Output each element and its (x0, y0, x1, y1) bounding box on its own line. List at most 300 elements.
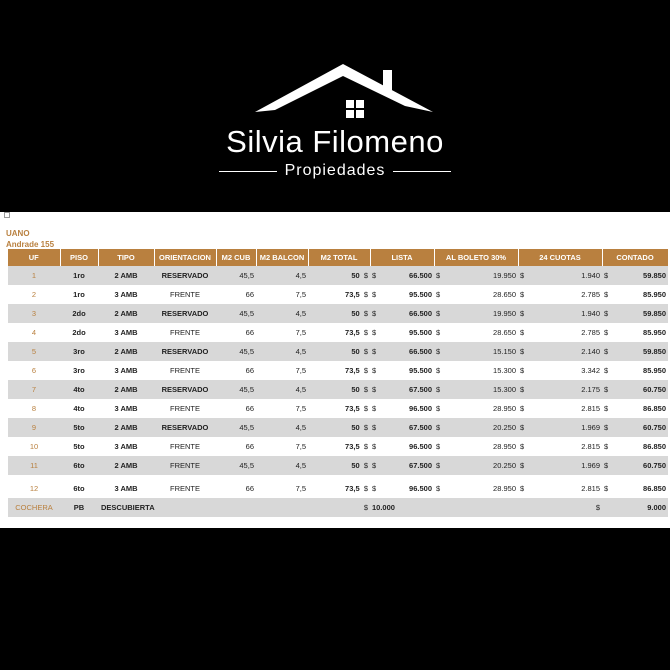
amount: 2.175 (581, 385, 600, 394)
column-header: LISTA (370, 249, 434, 266)
cell-contado (602, 479, 668, 498)
amount: 9.000 (647, 503, 666, 512)
table-row (8, 380, 668, 399)
cell-cuotas (518, 361, 602, 380)
amount: 67.500 (409, 423, 432, 432)
cell-contado (602, 342, 668, 361)
amount: 59.850 (643, 309, 666, 318)
currency-symbol: $ (372, 385, 377, 394)
cell-m2-total (308, 498, 370, 517)
currency-symbol: $ (372, 442, 377, 451)
cell-lista (370, 418, 434, 437)
amount: 15.150 (493, 347, 516, 356)
amount: 2.815 (581, 404, 600, 413)
cell-tipo: 3 AMB (114, 328, 138, 337)
price-table (8, 249, 669, 517)
cell-tipo: 3 AMB (114, 484, 138, 493)
cell-m2-cub: 66 (245, 404, 254, 413)
cell-cuotas (518, 456, 602, 475)
cell-contado (602, 498, 668, 517)
amount: 73,5 (345, 366, 360, 375)
cell-m2-balcon: 4,5 (256, 418, 308, 437)
cell-uf: 2 (31, 290, 37, 299)
currency-symbol: $ (372, 366, 377, 375)
cell-m2-cub: 45,5 (216, 418, 256, 437)
currency-symbol: $ (363, 484, 368, 493)
amount: 28.650 (493, 328, 516, 337)
currency-symbol: $ (520, 423, 525, 432)
cell-piso: 1ro (60, 266, 98, 285)
cell-m2-total (308, 456, 370, 475)
currency-symbol: $ (363, 404, 368, 413)
cell-m2-total (308, 304, 370, 323)
currency-symbol: $ (436, 423, 441, 432)
amount: 73,5 (345, 328, 360, 337)
cell-boleto (434, 304, 518, 323)
cell-boleto (434, 342, 518, 361)
cell-piso: 2do (72, 328, 86, 337)
amount: 73,5 (345, 442, 360, 451)
cell-contado (602, 285, 668, 304)
amount: 50 (351, 385, 360, 394)
amount: 1.969 (581, 461, 600, 470)
currency-symbol: $ (520, 404, 525, 413)
table-row (8, 323, 668, 342)
cell-m2-cub: 45,5 (216, 304, 256, 323)
cell-lista (370, 437, 434, 456)
cell-cuotas (518, 479, 602, 498)
cell-m2-cub: 45,5 (216, 456, 256, 475)
cell-orientacion: FRENTE (170, 442, 200, 451)
currency-symbol: $ (372, 404, 377, 413)
divider (393, 171, 451, 172)
currency-symbol: $ (363, 347, 368, 356)
cell-piso: 3ro (73, 366, 85, 375)
currency-symbol: $ (372, 309, 377, 318)
amount: 96.500 (409, 442, 432, 451)
amount: 85.950 (643, 366, 666, 375)
currency-symbol: $ (604, 366, 609, 375)
cell-lista (370, 361, 434, 380)
currency-symbol: $ (520, 484, 525, 493)
cell-cuotas (518, 323, 602, 342)
cell-tipo: 2 AMB (98, 266, 154, 285)
cell-tipo: 2 AMB (98, 456, 154, 475)
cell-uf: 6 (31, 366, 37, 375)
cell-boleto (434, 323, 518, 342)
currency-symbol: $ (372, 290, 377, 299)
cell-m2-balcon: 4,5 (256, 380, 308, 399)
cell-contado (602, 437, 668, 456)
cell-boleto (434, 266, 518, 285)
column-header: M2 CUB (216, 249, 256, 266)
cell-m2-cub: 66 (245, 442, 254, 451)
cell-tipo: 2 AMB (98, 418, 154, 437)
cell-m2-cub: 66 (245, 328, 254, 337)
cell-m2-cub: 66 (245, 290, 254, 299)
currency-symbol: $ (436, 461, 441, 470)
currency-symbol: $ (604, 271, 609, 280)
cell-piso: 3ro (60, 342, 98, 361)
currency-symbol: $ (604, 423, 609, 432)
cell-orientacion: RESERVADO (154, 342, 216, 361)
cell-piso: 5to (73, 442, 85, 451)
cell-m2-cub: 45,5 (216, 266, 256, 285)
cell-tipo: 3 AMB (114, 290, 138, 299)
amount: 86.850 (643, 484, 666, 493)
divider (219, 171, 277, 172)
table-row (8, 479, 668, 498)
currency-symbol: $ (520, 461, 525, 470)
amount: 96.500 (409, 484, 432, 493)
cell-piso: 6to (60, 456, 98, 475)
cell-m2-balcon: 7,5 (295, 442, 306, 451)
currency-symbol: $ (372, 347, 377, 356)
cell-lista (370, 380, 434, 399)
cell-m2-total (308, 342, 370, 361)
cell-boleto (434, 437, 518, 456)
currency-symbol: $ (363, 385, 368, 394)
cell-uf: 12 (29, 484, 39, 493)
amount: 59.850 (643, 347, 666, 356)
cell-orientacion: FRENTE (170, 328, 200, 337)
currency-symbol: $ (604, 461, 609, 470)
currency-symbol: $ (604, 347, 609, 356)
cell-m2-total (308, 266, 370, 285)
currency-symbol: $ (520, 366, 525, 375)
currency-symbol: $ (604, 484, 609, 493)
cell-piso: 4to (60, 380, 98, 399)
cell-lista (370, 304, 434, 323)
currency-symbol: $ (436, 290, 441, 299)
cell-m2-cub: 45,5 (216, 380, 256, 399)
currency-symbol: $ (436, 385, 441, 394)
currency-symbol: $ (436, 347, 441, 356)
cell-piso: 2do (60, 304, 98, 323)
amount: 60.750 (643, 385, 666, 394)
cell-m2-balcon: 4,5 (256, 456, 308, 475)
column-header: TIPO (98, 249, 154, 266)
cell-m2-total (308, 380, 370, 399)
table-row-cochera (8, 498, 668, 517)
currency-symbol: $ (595, 503, 600, 512)
table-header-row (8, 249, 668, 266)
cell-orientacion: RESERVADO (154, 304, 216, 323)
amount: 10.000 (372, 503, 395, 512)
currency-symbol: $ (372, 423, 377, 432)
cell-tipo: DESCUBIERTA (98, 498, 216, 517)
amount: 60.750 (643, 423, 666, 432)
column-header: PISO (60, 249, 98, 266)
cell-tipo: 3 AMB (114, 442, 138, 451)
table-row (8, 456, 668, 475)
amount: 60.750 (643, 461, 666, 470)
amount: 19.950 (493, 271, 516, 280)
table-row (8, 285, 668, 304)
cell-uf: 3 (8, 304, 60, 323)
cell-cuotas (518, 399, 602, 418)
cell-boleto (434, 380, 518, 399)
cell-cuotas (518, 498, 602, 517)
amount: 28.950 (493, 484, 516, 493)
column-header: M2 TOTAL (308, 249, 370, 266)
currency-symbol: $ (372, 461, 377, 470)
cell-m2-total (308, 361, 370, 380)
amount: 1.940 (581, 271, 600, 280)
cell-cuotas (518, 304, 602, 323)
table-row (8, 437, 668, 456)
currency-symbol: $ (363, 461, 368, 470)
currency-symbol: $ (363, 366, 368, 375)
brand-name: Silvia Filomeno (226, 124, 444, 159)
amount: 20.250 (493, 423, 516, 432)
cell-m2-balcon: 7,5 (295, 366, 306, 375)
amount: 1.940 (581, 309, 600, 318)
cell-m2-total (308, 323, 370, 342)
currency-symbol: $ (436, 404, 441, 413)
amount: 95.500 (409, 290, 432, 299)
cell-tipo: 3 AMB (114, 404, 138, 413)
amount: 73,5 (345, 484, 360, 493)
currency-symbol: $ (363, 290, 368, 299)
cell-uf: 4 (31, 328, 37, 337)
currency-symbol: $ (372, 328, 377, 337)
amount: 86.850 (643, 442, 666, 451)
cell-tipo: 2 AMB (98, 380, 154, 399)
amount: 28.950 (493, 404, 516, 413)
cell-piso: 5to (60, 418, 98, 437)
table-row (8, 418, 668, 437)
amount: 19.950 (493, 309, 516, 318)
amount: 85.950 (643, 328, 666, 337)
currency-symbol: $ (604, 328, 609, 337)
amount: 73,5 (345, 404, 360, 413)
cell-uf: COCHERA (8, 498, 60, 517)
cell-m2-total (308, 399, 370, 418)
table-row (8, 399, 668, 418)
cell-cuotas (518, 266, 602, 285)
amount: 15.300 (493, 366, 516, 375)
cell-orientacion: FRENTE (170, 484, 200, 493)
cell-boleto (434, 399, 518, 418)
amount: 50 (351, 271, 360, 280)
cell-lista (370, 285, 434, 304)
cell-boleto (434, 361, 518, 380)
sheet-header-line1: UANO (6, 229, 30, 238)
amount: 2.785 (581, 290, 600, 299)
cell-cuotas (518, 418, 602, 437)
amount: 50 (351, 347, 360, 356)
cell-cuotas (518, 285, 602, 304)
brand-subtitle: Propiedades (284, 162, 386, 179)
cell-cuotas (518, 437, 602, 456)
currency-symbol: $ (436, 309, 441, 318)
cell-orientacion: FRENTE (154, 456, 216, 475)
currency-symbol: $ (520, 442, 525, 451)
amount: 3.342 (581, 366, 600, 375)
cell-boleto (434, 456, 518, 475)
amount: 15.300 (493, 385, 516, 394)
amount: 28.950 (493, 442, 516, 451)
sheet-header-address: Andrade 155 (6, 240, 55, 249)
amount: 67.500 (409, 385, 432, 394)
cell-lista (370, 498, 434, 517)
cell-uf: 7 (8, 380, 60, 399)
cell-lista (370, 266, 434, 285)
currency-symbol: $ (436, 366, 441, 375)
cell-lista (370, 323, 434, 342)
column-header: AL BOLETO 30% (434, 249, 518, 266)
currency-symbol: $ (436, 442, 441, 451)
amount: 73,5 (345, 290, 360, 299)
amount: 50 (351, 309, 360, 318)
amount: 66.500 (409, 309, 432, 318)
cell-m2-balcon: 7,5 (295, 290, 306, 299)
amount: 66.500 (409, 347, 432, 356)
cell-orientacion: RESERVADO (154, 266, 216, 285)
cell-m2-balcon: 7,5 (295, 484, 306, 493)
brand-subtitle-row (0, 160, 670, 182)
cell-tipo: 2 AMB (98, 304, 154, 323)
currency-symbol: $ (436, 328, 441, 337)
amount: 86.850 (643, 404, 666, 413)
amount: 2.140 (581, 347, 600, 356)
amount: 66.500 (409, 271, 432, 280)
cell-m2-total (308, 285, 370, 304)
cell-piso: PB (60, 498, 98, 517)
cell-m2-cub: 45,5 (216, 342, 256, 361)
cell-orientacion: FRENTE (170, 404, 200, 413)
cell-piso: 4to (73, 404, 85, 413)
table-row (8, 342, 668, 361)
currency-symbol: $ (363, 423, 368, 432)
amount: 20.250 (493, 461, 516, 470)
cell-orientacion: RESERVADO (154, 418, 216, 437)
cell-contado (602, 304, 668, 323)
house-roof-window-icon (255, 62, 435, 122)
cell-lista (370, 399, 434, 418)
amount: 67.500 (409, 461, 432, 470)
currency-symbol: $ (520, 385, 525, 394)
cell-contado (602, 418, 668, 437)
cell-uf: 10 (29, 442, 39, 451)
amount: 2.815 (581, 484, 600, 493)
cell-m2-balcon: 7,5 (295, 404, 306, 413)
cell-boleto (434, 479, 518, 498)
currency-symbol: $ (520, 347, 525, 356)
table-row (8, 304, 668, 323)
cell-contado (602, 399, 668, 418)
amount: 2.785 (581, 328, 600, 337)
cell-contado (602, 361, 668, 380)
cell-orientacion: RESERVADO (154, 380, 216, 399)
amount: 59.850 (643, 271, 666, 280)
amount: 28.650 (493, 290, 516, 299)
currency-symbol: $ (363, 503, 368, 512)
currency-symbol: $ (372, 484, 377, 493)
amount: 2.815 (581, 442, 600, 451)
column-header: CONTADO (602, 249, 668, 266)
currency-symbol: $ (520, 309, 525, 318)
cell-lista (370, 456, 434, 475)
currency-symbol: $ (372, 271, 377, 280)
currency-symbol: $ (363, 271, 368, 280)
cell-m2-cub: 66 (245, 484, 254, 493)
cell-uf: 5 (8, 342, 60, 361)
cell-m2-cub: 66 (245, 366, 254, 375)
cell-cuotas (518, 342, 602, 361)
column-header: UF (8, 249, 60, 266)
cell-piso: 6to (73, 484, 85, 493)
cell-lista (370, 479, 434, 498)
cell-piso: 1ro (73, 290, 85, 299)
column-header: ORIENTACION (154, 249, 216, 266)
currency-symbol: $ (520, 271, 525, 280)
cell-tipo: 2 AMB (98, 342, 154, 361)
currency-symbol: $ (520, 290, 525, 299)
cell-contado (602, 266, 668, 285)
cell-boleto (434, 285, 518, 304)
currency-symbol: $ (604, 442, 609, 451)
cell-cuotas (518, 380, 602, 399)
cell-contado (602, 323, 668, 342)
amount: 96.500 (409, 404, 432, 413)
currency-symbol: $ (604, 309, 609, 318)
currency-symbol: $ (604, 385, 609, 394)
cell-uf: 11 (8, 456, 60, 475)
brand-logo (0, 0, 670, 210)
currency-symbol: $ (363, 328, 368, 337)
table-row (8, 361, 668, 380)
cell-orientacion: FRENTE (170, 290, 200, 299)
currency-symbol: $ (604, 290, 609, 299)
cell-uf: 9 (8, 418, 60, 437)
cell-m2-total (308, 479, 370, 498)
cell-m2-balcon: 7,5 (295, 328, 306, 337)
cell-lista (370, 342, 434, 361)
amount: 95.500 (409, 328, 432, 337)
currency-symbol: $ (363, 442, 368, 451)
currency-symbol: $ (436, 484, 441, 493)
currency-symbol: $ (520, 328, 525, 337)
cell-contado (602, 456, 668, 475)
cell-orientacion: FRENTE (170, 366, 200, 375)
column-header: 24 CUOTAS (518, 249, 602, 266)
currency-symbol: $ (604, 404, 609, 413)
price-sheet (0, 212, 670, 528)
amount: 50 (351, 423, 360, 432)
currency-symbol: $ (363, 309, 368, 318)
cell-uf: 1 (8, 266, 60, 285)
cell-m2-balcon: 4,5 (256, 342, 308, 361)
cell-m2-total (308, 437, 370, 456)
amount: 85.950 (643, 290, 666, 299)
amount: 95.500 (409, 366, 432, 375)
cell-uf: 8 (31, 404, 37, 413)
table-row (8, 266, 668, 285)
cell-boleto (434, 418, 518, 437)
amount: 1.969 (581, 423, 600, 432)
currency-symbol: $ (436, 271, 441, 280)
cell-m2-total (308, 418, 370, 437)
cell-contado (602, 380, 668, 399)
cell-m2-balcon: 4,5 (256, 266, 308, 285)
cell-corner-marker (4, 212, 10, 218)
cell-tipo: 3 AMB (114, 366, 138, 375)
cell-m2-balcon: 4,5 (256, 304, 308, 323)
amount: 50 (351, 461, 360, 470)
column-header: M2 BALCON (256, 249, 308, 266)
